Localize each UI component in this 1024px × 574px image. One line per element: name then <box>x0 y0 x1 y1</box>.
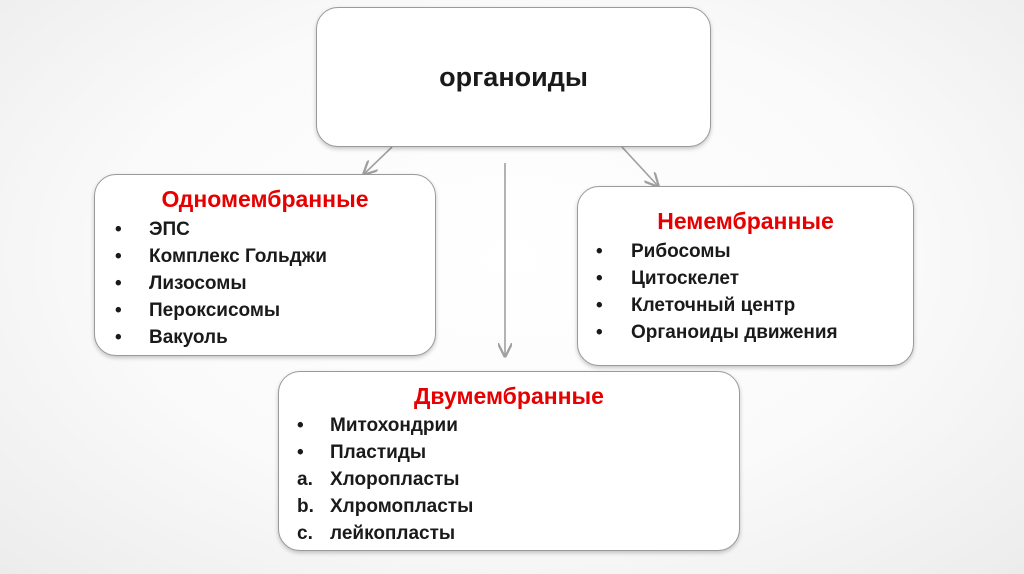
double-membrane-title: Двумембранные <box>414 383 604 409</box>
non-membrane-list <box>596 238 913 346</box>
single-membrane-box <box>94 174 436 356</box>
list-item-text: Хлромопласты <box>330 496 474 517</box>
bullet-marker: • <box>297 415 304 436</box>
letter-marker: a. <box>297 469 313 490</box>
list-item <box>297 412 739 439</box>
list-item <box>115 216 435 243</box>
list-item-text: Хлоропласты <box>330 469 460 490</box>
letter-marker: c. <box>297 523 313 544</box>
list-item-text: Лизосомы <box>149 273 247 294</box>
list-item <box>297 520 739 547</box>
non-membrane-box <box>577 186 914 366</box>
list-item <box>596 319 913 346</box>
root-node-box <box>316 7 711 147</box>
bullet-marker: • <box>596 241 603 262</box>
list-item <box>115 297 435 324</box>
bullet-marker: • <box>115 246 122 267</box>
non-membrane-title: Немембранные <box>657 208 834 234</box>
single-membrane-title: Одномембранные <box>161 186 369 212</box>
list-item-text: Пероксисомы <box>149 300 281 321</box>
arrow-to-right-box <box>622 147 658 186</box>
list-item-text: Органоиды движения <box>631 322 838 343</box>
list-item-text: Комплекс Гольджи <box>149 246 327 267</box>
single-membrane-list <box>115 216 435 351</box>
list-item-text: Рибосомы <box>631 241 731 262</box>
list-item <box>596 265 913 292</box>
double-membrane-list <box>297 412 739 547</box>
list-item-text: ЭПС <box>149 219 190 240</box>
bullet-marker: • <box>115 273 122 294</box>
list-item <box>596 292 913 319</box>
double-membrane-box <box>278 371 740 551</box>
root-node-label: органоиды <box>439 61 588 92</box>
list-item <box>115 243 435 270</box>
list-item-text: Цитоскелет <box>631 268 740 289</box>
bullet-marker: • <box>115 219 122 240</box>
arrow-to-left-box <box>364 147 392 174</box>
list-item-text: Митохондрии <box>330 415 458 436</box>
list-item-text: Пластиды <box>330 442 427 463</box>
list-item <box>297 466 739 493</box>
bullet-marker: • <box>297 442 304 463</box>
list-item-text: Вакуоль <box>149 327 228 348</box>
list-item <box>297 493 739 520</box>
list-item <box>115 270 435 297</box>
bullet-marker: • <box>596 268 603 289</box>
list-item <box>596 238 913 265</box>
list-item <box>297 439 739 466</box>
list-item <box>115 324 435 351</box>
letter-marker: b. <box>297 496 314 517</box>
bullet-marker: • <box>115 327 122 348</box>
bullet-marker: • <box>596 322 603 343</box>
list-item-text: Клеточный центр <box>631 295 796 316</box>
list-item-text: лейкопласты <box>330 523 456 544</box>
bullet-marker: • <box>115 300 122 321</box>
bullet-marker: • <box>596 295 603 316</box>
